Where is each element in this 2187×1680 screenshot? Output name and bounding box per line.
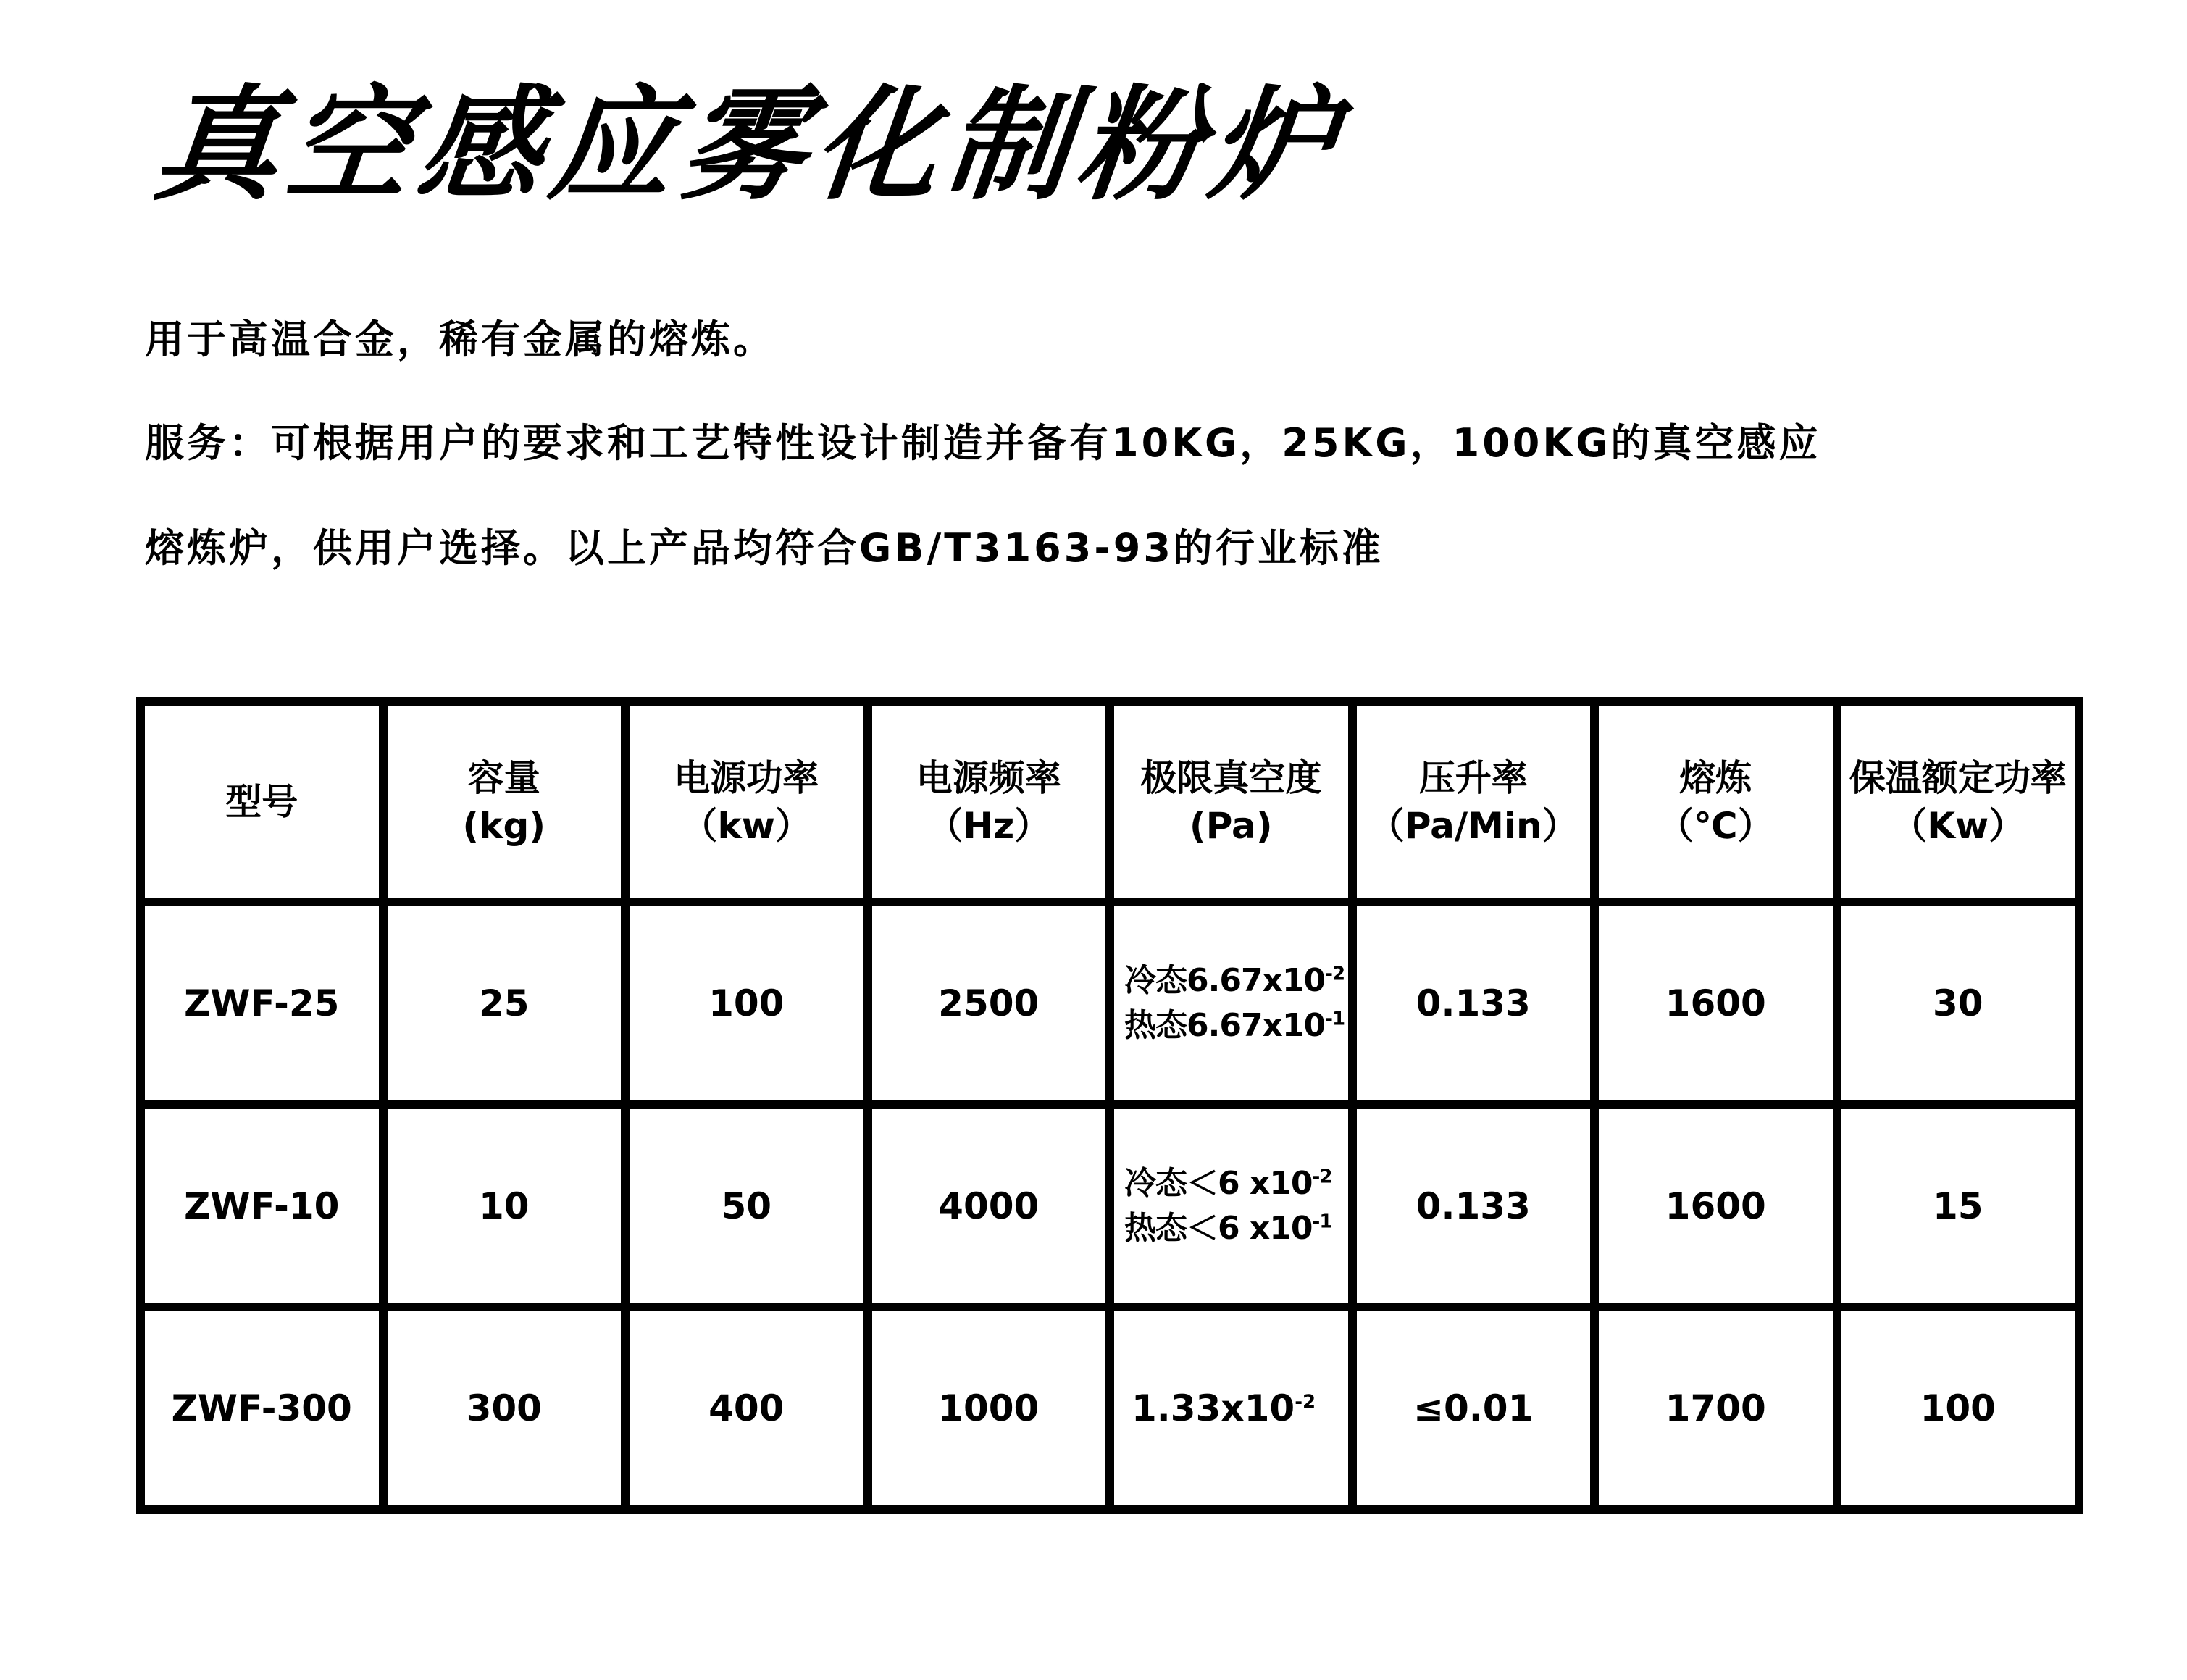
header-capacity [388, 706, 622, 898]
vacuum-cold-exponent: -2 [1325, 963, 1345, 985]
cell-capacity: 300 [388, 1311, 622, 1505]
header-holding-power [1841, 706, 2075, 898]
header-unit: (Pa) [1189, 804, 1273, 847]
cell-melting: 1700 [1599, 1311, 1833, 1505]
header-pressure-rise [1357, 706, 1591, 898]
header-model [145, 706, 379, 898]
header-unit: (kg) [462, 804, 546, 847]
cell-frequency: 4000 [872, 1109, 1106, 1303]
header-vacuum [1114, 706, 1348, 898]
table-row [145, 1109, 2075, 1303]
header-label: 电源频率 [916, 756, 1061, 799]
cell-power: 400 [630, 1311, 863, 1505]
header-unit: （Kw） [1891, 804, 2025, 847]
vacuum-cold [1124, 958, 1348, 1003]
description-line-1: 用于高温合金，稀有金属的熔炼。 [145, 317, 775, 362]
vacuum-cold-base: 冷态＜6 x10 [1124, 1164, 1313, 1202]
spec-table [136, 697, 2083, 1514]
header-label: 电源功率 [674, 756, 819, 799]
vacuum-hot-exponent: -1 [1312, 1211, 1332, 1233]
cell-pressure-rise: 0.133 [1357, 1109, 1591, 1303]
cell-power: 100 [630, 906, 863, 1100]
header-unit: （kw） [681, 804, 811, 847]
cell-model: ZWF-10 [145, 1109, 379, 1303]
vacuum-hot-exponent: -1 [1325, 1008, 1345, 1030]
vacuum-cold [1124, 1161, 1348, 1206]
cell-power: 50 [630, 1109, 863, 1303]
header-label: 极限真空度 [1140, 756, 1322, 799]
header-frequency [872, 706, 1106, 898]
cell-melting: 1600 [1599, 906, 1833, 1100]
cell-holding-power: 100 [1841, 1311, 2075, 1505]
cell-model: ZWF-25 [145, 906, 379, 1100]
description-line-2: 服务：可根据用户的要求和工艺特性设计制造并备有10KG，25KG，100KG的真空感应 [145, 420, 1821, 466]
cell-model: ZWF-300 [145, 1311, 379, 1505]
cell-melting: 1600 [1599, 1109, 1833, 1303]
vacuum-hot-base: 热态6.67x10 [1124, 1007, 1326, 1045]
header-label: 保温额定功率 [1849, 756, 2067, 799]
page-title: 真空感应雾化制粉炉 [148, 72, 1350, 217]
vacuum-hot-base: 热态＜6 x10 [1124, 1209, 1313, 1247]
header-unit: （℃） [1657, 804, 1774, 847]
cell-capacity: 25 [388, 906, 622, 1100]
table-row [145, 1311, 2075, 1505]
cell-pressure-rise: ≤0.01 [1357, 1311, 1591, 1505]
header-power [630, 706, 863, 898]
cell-vacuum [1114, 1109, 1348, 1303]
cell-holding-power: 30 [1841, 906, 2075, 1100]
vacuum-hot [1124, 1206, 1348, 1251]
table-header-row [145, 706, 2075, 898]
header-label: 容量 [467, 756, 540, 799]
vacuum-hot [1124, 1003, 1348, 1048]
vacuum-base: 1.33x10 [1132, 1387, 1295, 1430]
header-label: 压升率 [1418, 756, 1528, 799]
description-line-3: 熔炼炉，供用户选择。以上产品均符合GB/T3163-93的行业标准 [145, 525, 1384, 571]
cell-vacuum [1114, 906, 1348, 1100]
cell-holding-power: 15 [1841, 1109, 2075, 1303]
cell-pressure-rise: 0.133 [1357, 906, 1591, 1100]
cell-frequency: 1000 [872, 1311, 1106, 1505]
header-label: 型号 [225, 780, 298, 823]
cell-frequency: 2500 [872, 906, 1106, 1100]
vacuum-exponent: -2 [1295, 1391, 1316, 1413]
header-label: 熔炼 [1679, 756, 1752, 799]
header-melting [1599, 706, 1833, 898]
vacuum-cold-exponent: -2 [1312, 1166, 1332, 1188]
header-unit: （Hz） [927, 804, 1051, 847]
header-unit: （Pa/Min） [1368, 804, 1578, 847]
cell-capacity: 10 [388, 1109, 622, 1303]
vacuum-cold-base: 冷态6.67x10 [1124, 962, 1326, 1000]
table-row [145, 906, 2075, 1100]
cell-vacuum [1114, 1311, 1348, 1505]
